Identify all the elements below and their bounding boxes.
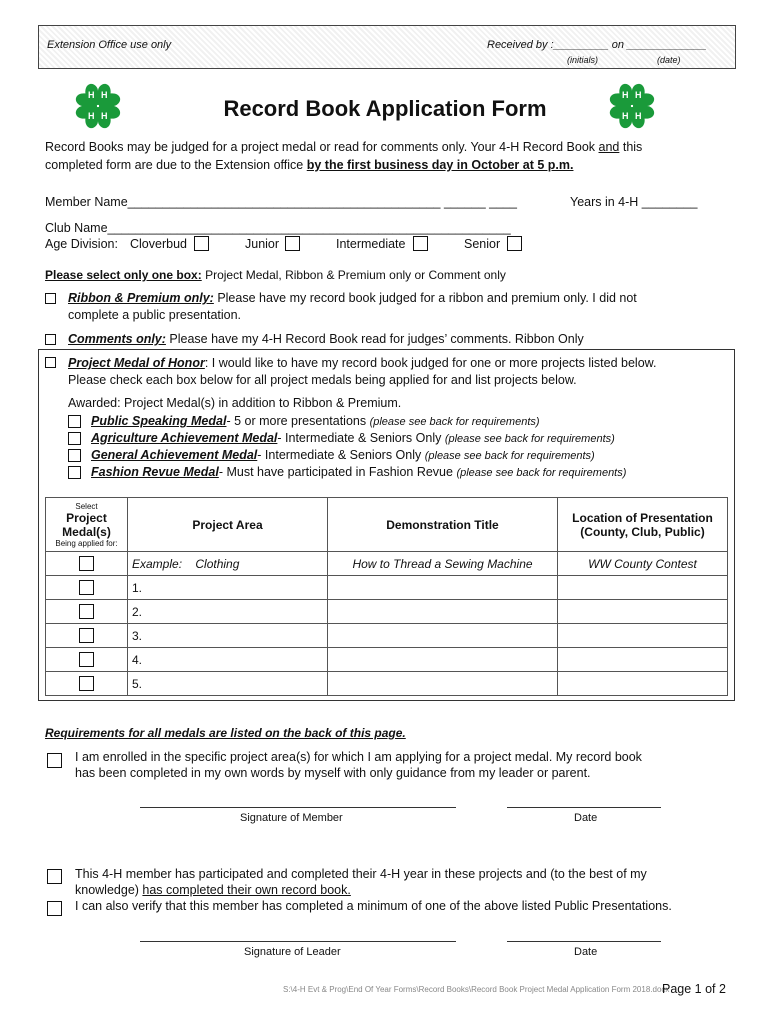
svg-text:H: H (622, 90, 629, 100)
table-row (46, 672, 728, 696)
member-date-line[interactable] (507, 807, 661, 808)
ribbon-premium-line-1: Ribbon & Premium only: Please have my record book judged for a ribbon and premium only. I did not (68, 291, 637, 305)
row-2-location[interactable] (558, 600, 728, 624)
table-row (46, 600, 728, 624)
intro-line-2: completed form are due to the Extension office by the first business day in October at 5 p.m. (45, 158, 574, 172)
division-cloverbud-checkbox[interactable] (194, 236, 209, 251)
row-2-project-area[interactable]: 2. (128, 600, 328, 624)
row-4-project-area[interactable]: 4. (128, 648, 328, 672)
row-3-location[interactable] (558, 624, 728, 648)
example-label: Example: (132, 556, 183, 571)
project-medal-line-1: Project Medal of Honor: I would like to have my record book judged for one or more projects listed below. (68, 356, 657, 370)
select-column-header: Select Project Medal(s) Being applied for: (46, 498, 128, 552)
row-1-demonstration-title[interactable] (328, 576, 558, 600)
office-use-label: Extension Office use only (47, 39, 172, 51)
example-title: How to Thread a Sewing Machine (328, 552, 558, 576)
office-use-box (38, 25, 736, 69)
project-medal-checkbox[interactable] (45, 357, 56, 368)
svg-text:H: H (101, 111, 108, 121)
row-3-demonstration-title[interactable] (328, 624, 558, 648)
initials-caption: (initials) (567, 55, 599, 65)
row-1-location[interactable] (558, 576, 728, 600)
enrolled-line-2: has been completed in my own words by myself with only guidance from my leader or parent. (75, 766, 591, 780)
general-achievement-checkbox[interactable] (68, 449, 81, 462)
member-name-field[interactable]: Member Name_____________________________________________ ______ ____ (45, 195, 517, 209)
general-achievement-medal: General Achievement Medal- Intermediate & Seniors Only (please see back for requirements) (91, 448, 595, 462)
svg-text:H: H (622, 111, 629, 121)
svg-text:H: H (101, 90, 108, 100)
public-speaking-medal: Public Speaking Medal- 5 or more presentations (please see back for requirements) (91, 414, 540, 428)
svg-text:H: H (635, 90, 642, 100)
date-caption: (date) (657, 55, 681, 65)
division-intermediate-label: Intermediate (336, 237, 406, 251)
leader-signature-caption: Signature of Leader (244, 946, 341, 958)
row-3-project-area[interactable]: 3. (128, 624, 328, 648)
row-1-checkbox[interactable] (79, 580, 94, 595)
table-row (46, 648, 728, 672)
division-junior-label: Junior (245, 237, 280, 251)
fashion-revue-checkbox[interactable] (68, 466, 81, 479)
comments-only-line: Comments only: Please have my 4-H Record Book read for judges’ comments. Ribbon Only (68, 332, 584, 346)
example-area: Clothing (195, 556, 240, 571)
intro-line-1: Record Books may be judged for a project medal or read for comments only. Your 4-H Record Book and this (45, 140, 643, 154)
leader-line-3: I can also verify that this member has completed a minimum of one of the above listed Public Presentations. (75, 899, 672, 913)
due-date-text: by the first business day in October at 5 p.m. (306, 158, 574, 172)
row-2-checkbox[interactable] (79, 604, 94, 619)
member-signature-line[interactable] (140, 807, 456, 808)
division-senior-label: Senior (464, 237, 501, 251)
division-junior-checkbox[interactable] (285, 236, 300, 251)
leader-signature-line[interactable] (140, 941, 456, 942)
awarded-line: Awarded: Project Medal(s) in addition to Ribbon & Premium. (68, 396, 402, 410)
agriculture-achievement-checkbox[interactable] (68, 432, 81, 445)
table-header-row (46, 498, 728, 552)
age-division-label: Age Division: (45, 237, 118, 251)
received-by-field[interactable]: Received by :_________ on _____________ (487, 39, 707, 51)
table-row-example (46, 552, 728, 576)
enrolled-checkbox[interactable] (47, 753, 62, 768)
leader-date-caption: Date (574, 946, 598, 958)
division-senior-checkbox[interactable] (507, 236, 522, 251)
leader-participation-checkbox[interactable] (47, 869, 62, 884)
member-signature-caption: Signature of Member (240, 812, 343, 824)
project-medals-table (45, 497, 728, 696)
enrolled-line-1: I am enrolled in the specific project area(s) for which I am applying for a project medal. My record book (75, 750, 642, 764)
fashion-revue-medal: Fashion Revue Medal- Must have participated in Fashion Revue (please see back for requirements) (91, 465, 627, 479)
select-one-instruction: Please select only one box: Project Medal, Ribbon & Premium only or Comment only (45, 268, 506, 282)
ribbon-premium-line-2: complete a public presentation. (68, 308, 242, 322)
row-4-demonstration-title[interactable] (328, 648, 558, 672)
leader-date-line[interactable] (507, 941, 661, 942)
leader-line-2: knowledge) has completed their own record book. (75, 883, 351, 897)
demonstration-title-header: Demonstration Title (328, 498, 558, 552)
ribbon-premium-checkbox[interactable] (45, 293, 56, 304)
row-5-checkbox[interactable] (79, 676, 94, 691)
row-5-project-area[interactable]: 5. (128, 672, 328, 696)
row-4-location[interactable] (558, 648, 728, 672)
row-3-checkbox[interactable] (79, 628, 94, 643)
division-cloverbud-label: Cloverbud (130, 237, 187, 251)
leader-presentation-checkbox[interactable] (47, 901, 62, 916)
example-row-checkbox[interactable] (79, 556, 94, 571)
agriculture-achievement-medal: Agriculture Achievement Medal- Intermediate & Seniors Only (please see back for requirements) (91, 431, 615, 445)
row-2-demonstration-title[interactable] (328, 600, 558, 624)
requirements-note: Requirements for all medals are listed on the back of this page. (45, 726, 406, 740)
member-date-caption: Date (574, 812, 598, 824)
location-header: Location of Presentation (County, Club, Public) (558, 498, 728, 552)
row-4-checkbox[interactable] (79, 652, 94, 667)
club-name-field[interactable]: Club Name__________________________________________________________ (45, 221, 511, 235)
svg-text:H: H (88, 90, 95, 100)
leader-line-1: This 4-H member has participated and completed their 4-H year in these projects and (to the best of my (75, 867, 647, 881)
svg-text:H: H (635, 111, 642, 121)
svg-text:H: H (88, 111, 95, 121)
footer-file-path: S:\4-H Evt & Prog\End Of Year Forms\Record Books\Record Book Project Medal Application Form 2018.docx (283, 985, 670, 994)
public-speaking-checkbox[interactable] (68, 415, 81, 428)
page-number: Page 1 of 2 (662, 982, 726, 996)
project-area-header: Project Area (128, 498, 328, 552)
form-title: Record Book Application Form (223, 96, 547, 121)
project-medal-line-2: Please check each box below for all project medals being applied for and list projects below. (68, 373, 577, 387)
row-5-demonstration-title[interactable] (328, 672, 558, 696)
years-in-4h-field[interactable]: Years in 4-H ________ (570, 195, 698, 209)
example-location: WW County Contest (558, 552, 728, 576)
division-intermediate-checkbox[interactable] (413, 236, 428, 251)
table-row (46, 576, 728, 600)
row-5-location[interactable] (558, 672, 728, 696)
row-1-project-area[interactable]: 1. (128, 576, 328, 600)
table-row (46, 624, 728, 648)
comments-only-checkbox[interactable] (45, 334, 56, 345)
